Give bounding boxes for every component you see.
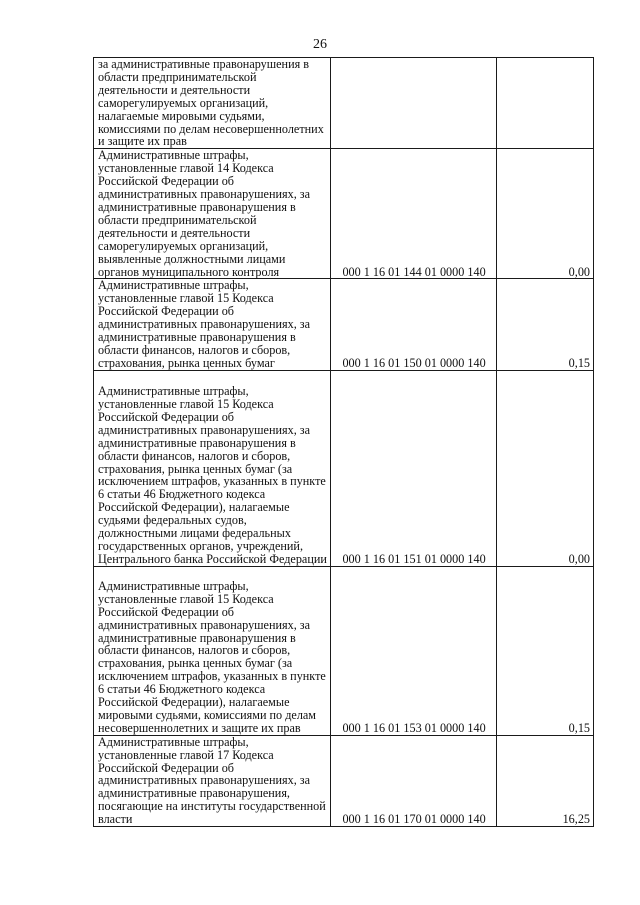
table-row [94, 149, 594, 279]
table-row [94, 279, 594, 370]
row-description [94, 566, 331, 735]
row-description [94, 149, 331, 279]
row-code: 000 1 16 01 170 01 0000 140 [330, 735, 496, 826]
description-text: за административные правонарушения в области предпринимательской деятельности и деятельности саморегулируемых организаций, налагаемые мировыми судьями, комиссиями по делам несовершеннолетних и защите их прав [98, 57, 324, 149]
table-row [94, 370, 594, 566]
row-description [94, 58, 331, 149]
row-code: 000 1 16 01 151 01 0000 140 [330, 370, 496, 566]
revenue-table [93, 57, 594, 827]
row-code: 000 1 16 01 150 01 0000 140 [330, 279, 496, 370]
table-row [94, 58, 594, 149]
description-text: Административные штрафы, установленные главой 14 Кодекса Российской Федерации об административных правонарушениях, за административные правонарушения в области предпринимательской деятельности и деятельности саморегулируемых организаций, выявленные должностными лицами органов муниципального контроля [98, 148, 311, 279]
row-amount: 0,00 [497, 370, 594, 566]
table-row [94, 735, 594, 826]
row-code: 000 1 16 01 153 01 0000 140 [330, 566, 496, 735]
row-amount: 0,15 [497, 279, 594, 370]
description-text: Административные штрафы, установленные главой 17 Кодекса Российской Федерации об административных правонарушениях, за административные правонарушения, посягающие на институты государственной власти [98, 734, 326, 827]
row-description [94, 735, 331, 826]
row-code [330, 58, 496, 149]
row-amount [497, 58, 594, 149]
description-text: Административные штрафы, установленные главой 15 Кодекса Российской Федерации об административных правонарушениях, за административные правонарушения в области финансов, налогов и сборов, страхования, рынка ценных бумаг [98, 278, 311, 370]
row-amount: 0,15 [497, 566, 594, 735]
row-description [94, 279, 331, 370]
row-description [94, 370, 331, 566]
table-row [94, 566, 594, 735]
row-code: 000 1 16 01 144 01 0000 140 [330, 149, 496, 279]
description-text: Административные штрафы, установленные главой 15 Кодекса Российской Федерации об административных правонарушениях, за административные правонарушения в области финансов, налогов и сборов, страхования, рынка ценных бумаг (за исключением штрафов, указанных в пункте 6 статьи 46 Бюджетного кодекса Российской Федерации), налагаемые мировыми судьями, комиссиями по делам несовершеннолетних и защите их прав [98, 578, 326, 735]
page-number: 26 [313, 37, 327, 52]
row-amount: 16,25 [497, 735, 594, 826]
description-text: Административные штрафы, установленные главой 15 Кодекса Российской Федерации об административных правонарушениях, за административные правонарушения в области финансов, налогов и сборов, страхования, рынка ценных бумаг (за исключением штрафов, указанных в пункте 6 статьи 46 Бюджетного кодекса Российской Федерации), налагаемые судьями федеральных судов, должностными лицами федеральных государственных органов, учреждений, Центрального банка Российской Федерации [98, 384, 327, 566]
row-amount: 0,00 [497, 149, 594, 279]
